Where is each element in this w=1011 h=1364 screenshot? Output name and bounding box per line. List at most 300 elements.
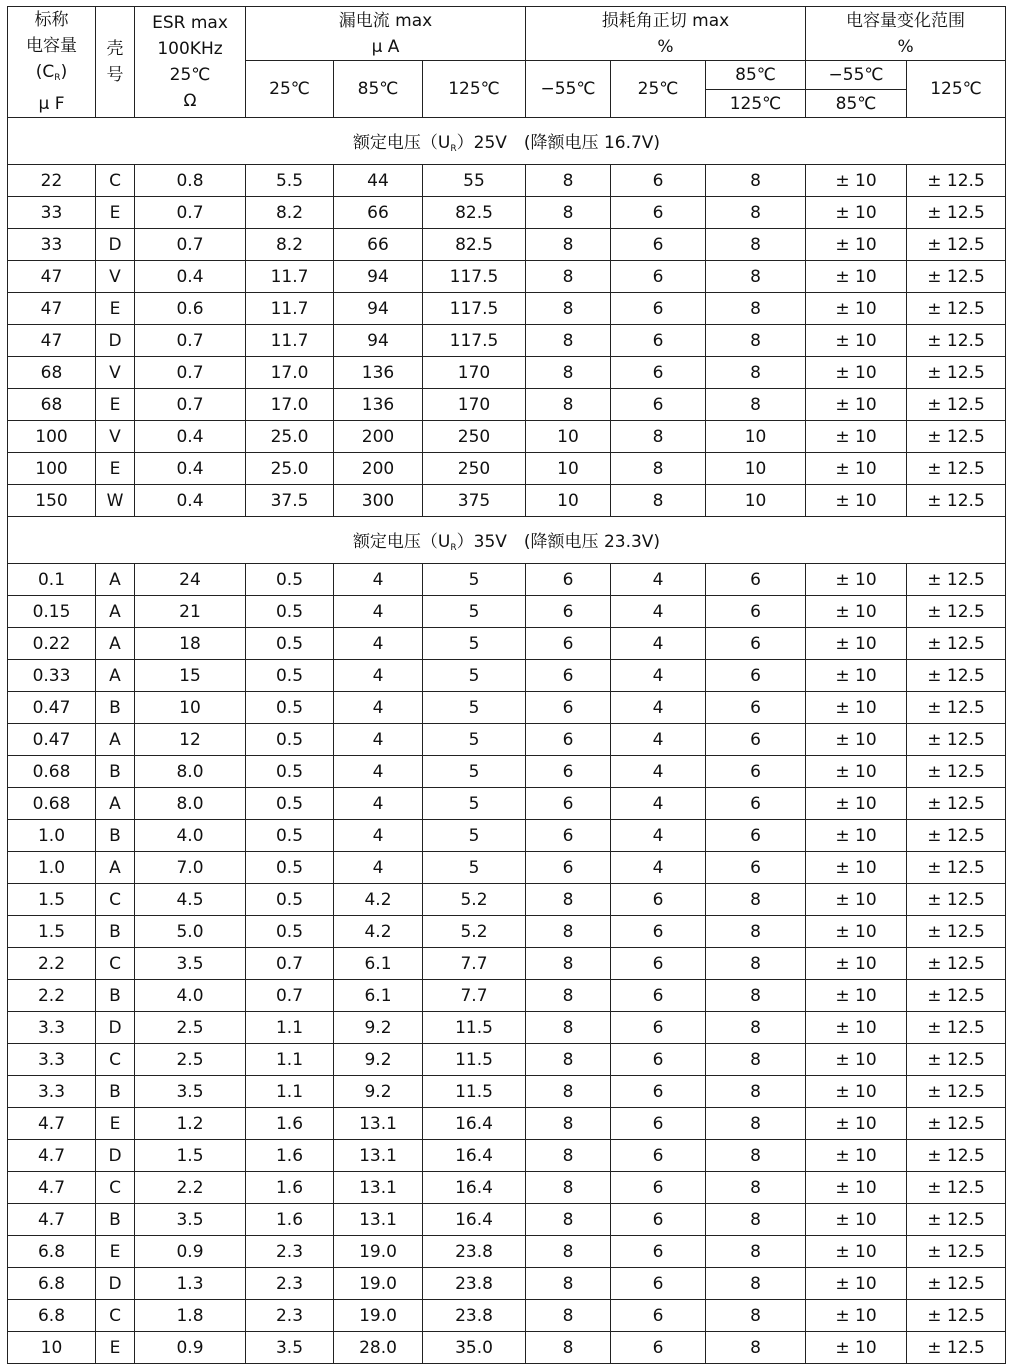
table-cell: 4 <box>334 564 423 596</box>
table-cell: 8 <box>526 197 611 229</box>
table-cell: 6 <box>706 692 806 724</box>
table-cell: ± 10 <box>806 485 907 517</box>
table-cell: 1.6 <box>246 1108 334 1140</box>
table-cell: D <box>96 325 135 357</box>
table-cell: ± 10 <box>806 820 907 852</box>
table-cell: 6 <box>611 357 706 389</box>
table-cell: 0.7 <box>135 229 246 261</box>
table-cell: 2.5 <box>135 1012 246 1044</box>
table-cell: ± 12.5 <box>907 980 1006 1012</box>
table-cell: 6 <box>706 852 806 884</box>
table-cell: 250 <box>423 453 526 485</box>
table-cell: 4 <box>334 852 423 884</box>
table-cell: ± 12.5 <box>907 660 1006 692</box>
table-cell: D <box>96 1012 135 1044</box>
table-cell: 4 <box>611 596 706 628</box>
table-cell: 6 <box>611 1236 706 1268</box>
table-cell: ± 10 <box>806 453 907 485</box>
header-leakage-85c: 85℃ <box>334 61 423 118</box>
table-cell: ± 12.5 <box>907 389 1006 421</box>
table-cell: B <box>96 980 135 1012</box>
table-row <box>8 852 1006 884</box>
table-cell: 4.2 <box>334 916 423 948</box>
table-cell: ± 10 <box>806 1108 907 1140</box>
table-cell: 8.2 <box>246 229 334 261</box>
table-cell: 3.3 <box>8 1044 96 1076</box>
table-cell: E <box>96 1236 135 1268</box>
table-cell: 6 <box>611 293 706 325</box>
table-row <box>8 261 1006 293</box>
table-cell: E <box>96 1332 135 1364</box>
header-dissipation-factor: 损耗角正切 max % <box>526 7 806 61</box>
table-cell: 8.0 <box>135 788 246 820</box>
header-df-85c: 85℃ <box>706 61 806 90</box>
table-cell: ± 10 <box>806 421 907 453</box>
table-cell: 0.33 <box>8 660 96 692</box>
table-cell: ± 12.5 <box>907 421 1006 453</box>
table-cell: 6 <box>611 1172 706 1204</box>
header-leakage-25c: 25℃ <box>246 61 334 118</box>
table-cell: 6 <box>526 788 611 820</box>
table-cell: 23.8 <box>423 1236 526 1268</box>
table-cell: 8.0 <box>135 756 246 788</box>
table-cell: 8 <box>526 1140 611 1172</box>
table-cell: 8 <box>526 293 611 325</box>
table-row <box>8 1204 1006 1236</box>
table-cell: 6 <box>611 1204 706 1236</box>
table-cell: 8 <box>706 948 806 980</box>
table-cell: 94 <box>334 261 423 293</box>
table-cell: ± 12.5 <box>907 788 1006 820</box>
table-cell: 8 <box>526 884 611 916</box>
table-cell: 8 <box>526 1044 611 1076</box>
table-cell: V <box>96 421 135 453</box>
table-cell: 16.4 <box>423 1172 526 1204</box>
table-cell: 1.3 <box>135 1268 246 1300</box>
table-cell: 8 <box>706 389 806 421</box>
table-cell: 21 <box>135 596 246 628</box>
table-cell: E <box>96 453 135 485</box>
table-cell: 8 <box>526 1268 611 1300</box>
header-leakage-125c: 125℃ <box>423 61 526 118</box>
table-cell: 4.0 <box>135 820 246 852</box>
header-df-125c: 125℃ <box>706 90 806 118</box>
table-cell: 8 <box>706 1300 806 1332</box>
table-row <box>8 692 1006 724</box>
table-cell: 0.1 <box>8 564 96 596</box>
table-cell: 0.7 <box>135 357 246 389</box>
table-cell: ± 10 <box>806 596 907 628</box>
table-cell: 4 <box>611 788 706 820</box>
table-cell: 9.2 <box>334 1012 423 1044</box>
table-cell: ± 12.5 <box>907 165 1006 197</box>
table-cell: 6 <box>611 1300 706 1332</box>
table-cell: 2.3 <box>246 1236 334 1268</box>
table-cell: 1.5 <box>8 884 96 916</box>
table-cell: 6 <box>526 596 611 628</box>
table-cell: 0.9 <box>135 1332 246 1364</box>
header-case: 壳 号 <box>96 7 135 118</box>
table-cell: 6 <box>611 1044 706 1076</box>
table-cell: C <box>96 1300 135 1332</box>
table-cell: 1.1 <box>246 1012 334 1044</box>
table-row <box>8 1140 1006 1172</box>
table-cell: 6 <box>611 1268 706 1300</box>
section-header-row <box>8 118 1006 165</box>
table-cell: ± 10 <box>806 325 907 357</box>
table-cell: ± 12.5 <box>907 293 1006 325</box>
table-cell: ± 10 <box>806 1236 907 1268</box>
table-cell: 8 <box>526 1332 611 1364</box>
table-cell: 150 <box>8 485 96 517</box>
table-cell: 6 <box>706 628 806 660</box>
table-cell: ± 10 <box>806 948 907 980</box>
table-cell: 3.3 <box>8 1012 96 1044</box>
table-cell: 66 <box>334 197 423 229</box>
table-cell: 0.5 <box>246 596 334 628</box>
table-cell: D <box>96 229 135 261</box>
table-cell: 375 <box>423 485 526 517</box>
table-cell: ± 10 <box>806 628 907 660</box>
table-row <box>8 197 1006 229</box>
table-cell: 6 <box>611 389 706 421</box>
table-cell: ± 12.5 <box>907 1044 1006 1076</box>
table-row <box>8 788 1006 820</box>
table-cell: 4 <box>611 820 706 852</box>
table-cell: 7.7 <box>423 948 526 980</box>
table-cell: 6 <box>611 1140 706 1172</box>
table-cell: ± 10 <box>806 980 907 1012</box>
table-cell: 5 <box>423 820 526 852</box>
table-cell: 8 <box>706 1172 806 1204</box>
table-row <box>8 1108 1006 1140</box>
table-cell: 6 <box>611 229 706 261</box>
table-cell: 8 <box>526 229 611 261</box>
capacitor-spec-table <box>7 6 1006 1364</box>
table-cell: ± 12.5 <box>907 948 1006 980</box>
table-cell: 11.7 <box>246 293 334 325</box>
table-cell: ± 12.5 <box>907 756 1006 788</box>
table-cell: ± 10 <box>806 1076 907 1108</box>
table-cell: 10 <box>706 421 806 453</box>
table-cell: 9.2 <box>334 1044 423 1076</box>
table-cell: 0.5 <box>246 916 334 948</box>
table-cell: 5 <box>423 564 526 596</box>
table-cell: ± 12.5 <box>907 628 1006 660</box>
table-cell: ± 12.5 <box>907 229 1006 261</box>
table-cell: ± 12.5 <box>907 692 1006 724</box>
table-cell: 8.2 <box>246 197 334 229</box>
table-cell: ± 12.5 <box>907 1300 1006 1332</box>
table-cell: W <box>96 485 135 517</box>
table-cell: 4.7 <box>8 1204 96 1236</box>
table-cell: ± 12.5 <box>907 1236 1006 1268</box>
table-cell: ± 10 <box>806 1300 907 1332</box>
table-row <box>8 596 1006 628</box>
table-cell: 47 <box>8 293 96 325</box>
table-cell: 17.0 <box>246 357 334 389</box>
table-cell: 5 <box>423 660 526 692</box>
table-row <box>8 165 1006 197</box>
table-cell: ± 10 <box>806 1204 907 1236</box>
table-cell: 8 <box>706 293 806 325</box>
table-cell: 35.0 <box>423 1332 526 1364</box>
table-cell: 8 <box>706 1204 806 1236</box>
table-cell: 10 <box>706 485 806 517</box>
table-cell: ± 10 <box>806 1140 907 1172</box>
table-row <box>8 948 1006 980</box>
table-cell: ± 10 <box>806 197 907 229</box>
table-cell: 8 <box>526 165 611 197</box>
table-cell: 9.2 <box>334 1076 423 1108</box>
table-cell: 6 <box>706 596 806 628</box>
header-capchange-minus55c: −55℃ <box>806 61 907 90</box>
table-cell: 1.1 <box>246 1044 334 1076</box>
table-cell: 4 <box>334 596 423 628</box>
table-row <box>8 421 1006 453</box>
table-cell: 11.5 <box>423 1076 526 1108</box>
table-cell: ± 12.5 <box>907 820 1006 852</box>
table-cell: 8 <box>706 1236 806 1268</box>
table-cell: A <box>96 660 135 692</box>
header-capchange-125c: 125℃ <box>907 61 1006 118</box>
table-cell: B <box>96 756 135 788</box>
table-cell: ± 10 <box>806 261 907 293</box>
table-cell: 8 <box>706 980 806 1012</box>
table-cell: ± 10 <box>806 852 907 884</box>
table-cell: 200 <box>334 421 423 453</box>
table-cell: 6 <box>611 980 706 1012</box>
table-cell: 6 <box>611 884 706 916</box>
table-cell: 4 <box>334 692 423 724</box>
table-cell: 8 <box>706 1140 806 1172</box>
table-cell: 23.8 <box>423 1300 526 1332</box>
table-cell: 1.5 <box>135 1140 246 1172</box>
table-row <box>8 485 1006 517</box>
table-cell: 4 <box>334 788 423 820</box>
table-cell: 1.1 <box>246 1076 334 1108</box>
table-cell: 4.0 <box>135 980 246 1012</box>
table-cell: ± 12.5 <box>907 1204 1006 1236</box>
table-cell: 8 <box>526 948 611 980</box>
table-cell: 13.1 <box>334 1172 423 1204</box>
table-cell: 23.8 <box>423 1268 526 1300</box>
table-cell: 3.5 <box>246 1332 334 1364</box>
table-cell: 47 <box>8 261 96 293</box>
table-cell: 0.15 <box>8 596 96 628</box>
table-cell: 8 <box>706 1268 806 1300</box>
table-cell: 0.5 <box>246 756 334 788</box>
header-capchange-85c: 85℃ <box>806 90 907 118</box>
table-cell: 17.0 <box>246 389 334 421</box>
table-row <box>8 357 1006 389</box>
table-cell: 8 <box>706 325 806 357</box>
table-cell: 6 <box>706 564 806 596</box>
table-cell: 5.0 <box>135 916 246 948</box>
table-cell: 8 <box>526 261 611 293</box>
table-cell: 4 <box>334 820 423 852</box>
table-cell: 136 <box>334 357 423 389</box>
table-cell: A <box>96 596 135 628</box>
table-cell: 8 <box>706 165 806 197</box>
table-cell: 6 <box>526 756 611 788</box>
table-cell: ± 10 <box>806 564 907 596</box>
table-cell: ± 10 <box>806 756 907 788</box>
table-cell: C <box>96 165 135 197</box>
table-cell: 200 <box>334 453 423 485</box>
table-cell: A <box>96 724 135 756</box>
table-cell: B <box>96 1204 135 1236</box>
table-cell: A <box>96 628 135 660</box>
table-cell: 0.7 <box>135 325 246 357</box>
table-cell: 117.5 <box>423 261 526 293</box>
table-row <box>8 1300 1006 1332</box>
table-cell: 1.2 <box>135 1108 246 1140</box>
table-cell: 4 <box>611 756 706 788</box>
table-cell: 1.5 <box>8 916 96 948</box>
table-cell: 0.4 <box>135 453 246 485</box>
table-cell: 4 <box>611 660 706 692</box>
table-row <box>8 1236 1006 1268</box>
table-cell: 6 <box>526 820 611 852</box>
table-cell: 28.0 <box>334 1332 423 1364</box>
table-cell: C <box>96 884 135 916</box>
header-capacitance: 标称 电容量 $(C_R)$ μ F <box>8 7 96 118</box>
table-cell: 6 <box>611 165 706 197</box>
table-row <box>8 916 1006 948</box>
table-cell: ± 12.5 <box>907 1332 1006 1364</box>
table-cell: 8 <box>611 453 706 485</box>
table-cell: ± 10 <box>806 660 907 692</box>
table-row <box>8 1172 1006 1204</box>
table-cell: 12 <box>135 724 246 756</box>
table-row <box>8 660 1006 692</box>
table-cell: 0.8 <box>135 165 246 197</box>
table-cell: 0.4 <box>135 261 246 293</box>
table-cell: ± 12.5 <box>907 1140 1006 1172</box>
table-cell: 10 <box>706 453 806 485</box>
table-cell: B <box>96 1076 135 1108</box>
table-cell: 6 <box>611 916 706 948</box>
table-cell: E <box>96 1108 135 1140</box>
table-cell: 0.5 <box>246 852 334 884</box>
table-cell: 11.7 <box>246 261 334 293</box>
table-cell: 0.5 <box>246 884 334 916</box>
table-cell: 8 <box>526 980 611 1012</box>
table-cell: ± 12.5 <box>907 325 1006 357</box>
table-cell: V <box>96 261 135 293</box>
table-cell: 8 <box>706 197 806 229</box>
table-cell: 117.5 <box>423 293 526 325</box>
table-cell: 0.47 <box>8 724 96 756</box>
table-cell: 6 <box>526 660 611 692</box>
table-cell: 6.1 <box>334 948 423 980</box>
table-cell: 4 <box>611 564 706 596</box>
table-cell: 11.5 <box>423 1012 526 1044</box>
table-cell: 5 <box>423 852 526 884</box>
table-cell: 0.7 <box>246 948 334 980</box>
table-cell: ± 12.5 <box>907 357 1006 389</box>
table-cell: 5.2 <box>423 884 526 916</box>
table-cell: 1.0 <box>8 852 96 884</box>
table-cell: 19.0 <box>334 1268 423 1300</box>
table-cell: 10 <box>135 692 246 724</box>
table-cell: 2.3 <box>246 1300 334 1332</box>
table-cell: 8 <box>706 261 806 293</box>
table-cell: 0.6 <box>135 293 246 325</box>
table-cell: 6 <box>706 660 806 692</box>
table-cell: 8 <box>526 1012 611 1044</box>
table-cell: ± 12.5 <box>907 916 1006 948</box>
table-cell: 0.68 <box>8 788 96 820</box>
table-cell: 170 <box>423 357 526 389</box>
table-cell: 3.5 <box>135 1076 246 1108</box>
table-cell: 100 <box>8 421 96 453</box>
table-cell: 0.7 <box>246 980 334 1012</box>
section-title: 额定电压$(U_R)25V$ (降额电压 16.7V) <box>8 118 1006 165</box>
section-header-row <box>8 517 1006 564</box>
table-cell: E <box>96 197 135 229</box>
table-cell: 94 <box>334 325 423 357</box>
table-cell: 8 <box>526 1172 611 1204</box>
header-esr: ESR max 100KHz 25℃ Ω <box>135 7 246 118</box>
table-cell: B <box>96 820 135 852</box>
table-row <box>8 756 1006 788</box>
table-cell: 5.5 <box>246 165 334 197</box>
table-cell: 0.5 <box>246 820 334 852</box>
table-cell: 33 <box>8 229 96 261</box>
table-cell: 0.5 <box>246 564 334 596</box>
table-cell: 19.0 <box>334 1300 423 1332</box>
table-cell: 6.8 <box>8 1268 96 1300</box>
table-cell: A <box>96 788 135 820</box>
table-cell: 1.6 <box>246 1172 334 1204</box>
table-cell: C <box>96 1172 135 1204</box>
table-cell: 6 <box>611 261 706 293</box>
table-row <box>8 1268 1006 1300</box>
table-cell: 10 <box>8 1332 96 1364</box>
table-cell: ± 12.5 <box>907 884 1006 916</box>
table-row <box>8 229 1006 261</box>
table-row <box>8 628 1006 660</box>
table-cell: 4 <box>611 628 706 660</box>
table-cell: 8 <box>706 884 806 916</box>
table-cell: ± 10 <box>806 692 907 724</box>
table-cell: ± 10 <box>806 1268 907 1300</box>
table-cell: 6 <box>526 692 611 724</box>
table-cell: 5 <box>423 788 526 820</box>
table-cell: 68 <box>8 357 96 389</box>
table-cell: 6 <box>706 820 806 852</box>
table-cell: 2.5 <box>135 1044 246 1076</box>
table-cell: 8 <box>526 389 611 421</box>
header-df-25c: 25℃ <box>611 61 706 118</box>
table-cell: 0.5 <box>246 628 334 660</box>
table-cell: 0.4 <box>135 485 246 517</box>
table-cell: 6 <box>611 1012 706 1044</box>
table-cell: 16.4 <box>423 1204 526 1236</box>
table-row <box>8 293 1006 325</box>
table-cell: 4.2 <box>334 884 423 916</box>
table-cell: 6 <box>526 564 611 596</box>
table-cell: 8 <box>706 229 806 261</box>
table-cell: 8 <box>706 916 806 948</box>
table-cell: 5 <box>423 692 526 724</box>
table-cell: 6 <box>526 628 611 660</box>
table-cell: 4.7 <box>8 1140 96 1172</box>
table-cell: 6 <box>706 756 806 788</box>
table-cell: 8 <box>706 1108 806 1140</box>
